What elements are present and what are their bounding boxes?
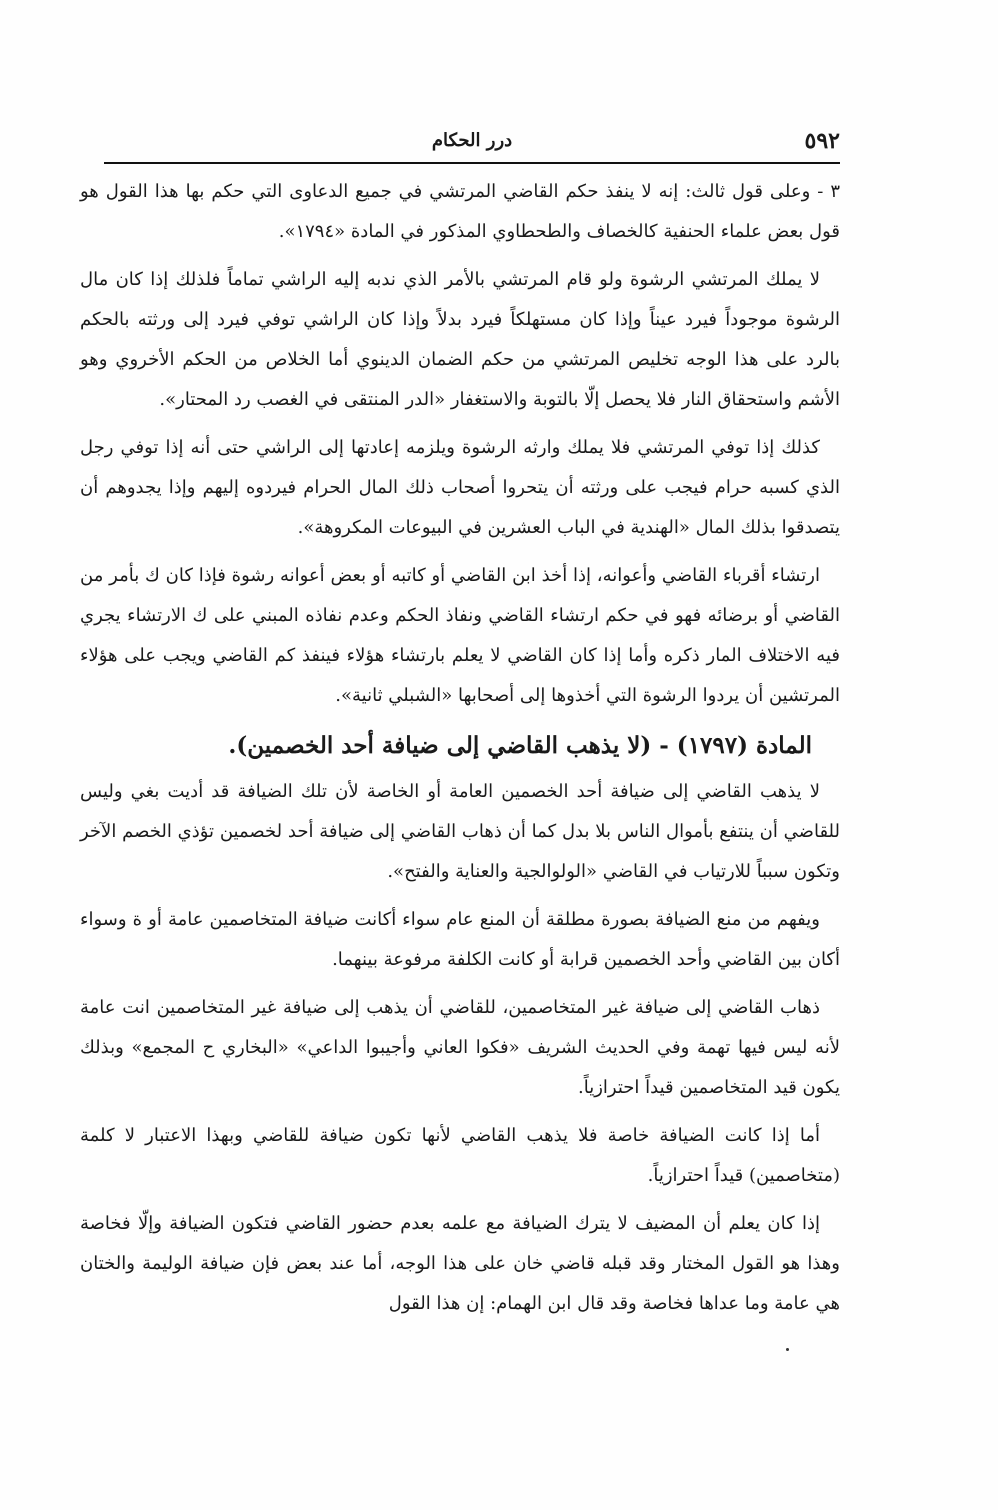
paragraph: ذهاب القاضي إلى ضيافة غير المتخاصمين، للقاضي أن يذهب إلى ضيافة غير المتخاصمين انت عامة لأنه ليس فيها تهمة وفي الحديث الشريف «فكوا العاني وأجيبوا الداعي» «البخاري ح المجمع» وبذلك يكون قيد المتخاصمين قيداً احترازياً. [80, 997, 840, 1098]
article-heading: المادة (١٧٩٧) - (لا يذهب القاضي إلى ضيافة أحد الخصمين). [228, 732, 812, 759]
paragraph: ارتشاء أقرباء القاضي وأعوانه، إذا أخذ ابن القاضي أو كاتبه أو بعض أعوانه رشوة فإذا كان ك بأمر من القاضي أو برضائه فهو في حكم ارتشاء القاضي ونفاذ الحكم وعدم نفاذه المبني على ك الارتشاء يجري فيه الاختلاف المار ذكره وأما إذا كان القاضي لا يعلم بارتشاء هؤلاء فينفذ كم القاضي ويجب على هؤلاء المرتشين أن يردوا الرشوة التي أخذوها إلى أصحابها «الشبلي ثانية». [80, 565, 840, 706]
running-title: درر الحكام [431, 130, 513, 151]
header-rule [104, 162, 840, 164]
page-number: ٥٩٢ [804, 128, 840, 154]
body-text [80, 172, 840, 1332]
paragraph: لا يملك المرتشي الرشوة ولو قام المرتشي بالأمر الذي ندبه إليه الراشي تماماً فلذلك إذا كان مال الرشوة موجوداً فيرد عيناً وإذا كان مستهلكاً فيرد بدلاً وإذا كان الراشي توفي فيرد إلى ورثته بالحكم بالرد على هذا الوجه تخليص المرتشي من حكم الضمان الدينوي أما الخلاص من الحكم الأخروي وهو الأشم واستحقاق النار فلا يحصل إلّا بالتوبة والاستغفار «الدر المنتقى في الغصب رد المحتار». [80, 269, 840, 410]
stray-mark [786, 1348, 789, 1351]
paragraph: أما إذا كانت الضيافة خاصة فلا يذهب القاضي لأنها تكون ضيافة للقاضي وبهذا الاعتبار لا كلمة (متخاصمين) قيداً احترازياً. [80, 1125, 840, 1186]
paragraph: لا يذهب القاضي إلى ضيافة أحد الخصمين العامة أو الخاصة لأن تلك الضيافة قد أديت بغي وليس للقاضي أن ينتفع بأموال الناس بلا بدل كما أن ذهاب القاضي إلى ضيافة أحد لخصمين تؤذي الخصم الآخر وتكون سبباً للارتياب في القاضي «الولوالجية والعناية والفتح». [80, 781, 840, 882]
paragraph: ٣ - وعلى قول ثالث: إنه لا ينفذ حكم القاضي المرتشي في جميع الدعاوى التي حكم بها هذا القول هو قول بعض علماء الحنفية كالخصاف والطحطاوي المذكور في المادة «١٧٩٤». [80, 181, 840, 242]
paragraph: ويفهم من منع الضيافة بصورة مطلقة أن المنع عام سواء أكانت ضيافة المتخاصمين عامة أو ة وسواء أكان بين القاضي وأحد الخصمين قرابة أو كانت الكلفة مرفوعة بينهما. [80, 909, 840, 970]
page-header [104, 128, 840, 160]
paragraph: إذا كان يعلم أن المضيف لا يترك الضيافة مع علمه بعدم حضور القاضي فتكون الضيافة وإلّا فخاصة وهذا هو القول المختار وقد قبله قاضي خان على هذا الوجه، أما عند بعض فإن ضيافة الوليمة والختان هي عامة وما عداها فخاصة وقد قال ابن الهمام: إن هذا القول [80, 1213, 840, 1314]
paragraph: كذلك إذا توفي المرتشي فلا يملك وارثه الرشوة ويلزمه إعادتها إلى الراشي حتى أنه إذا توفي رجل الذي كسبه حرام فيجب على ورثته أن يتحروا أصحاب ذلك المال الحرام فيردوه إليهم وإذا يجدوهم أن يتصدقوا بذلك المال «الهندية في الباب العشرين في البيوعات المكروهة». [80, 437, 840, 538]
